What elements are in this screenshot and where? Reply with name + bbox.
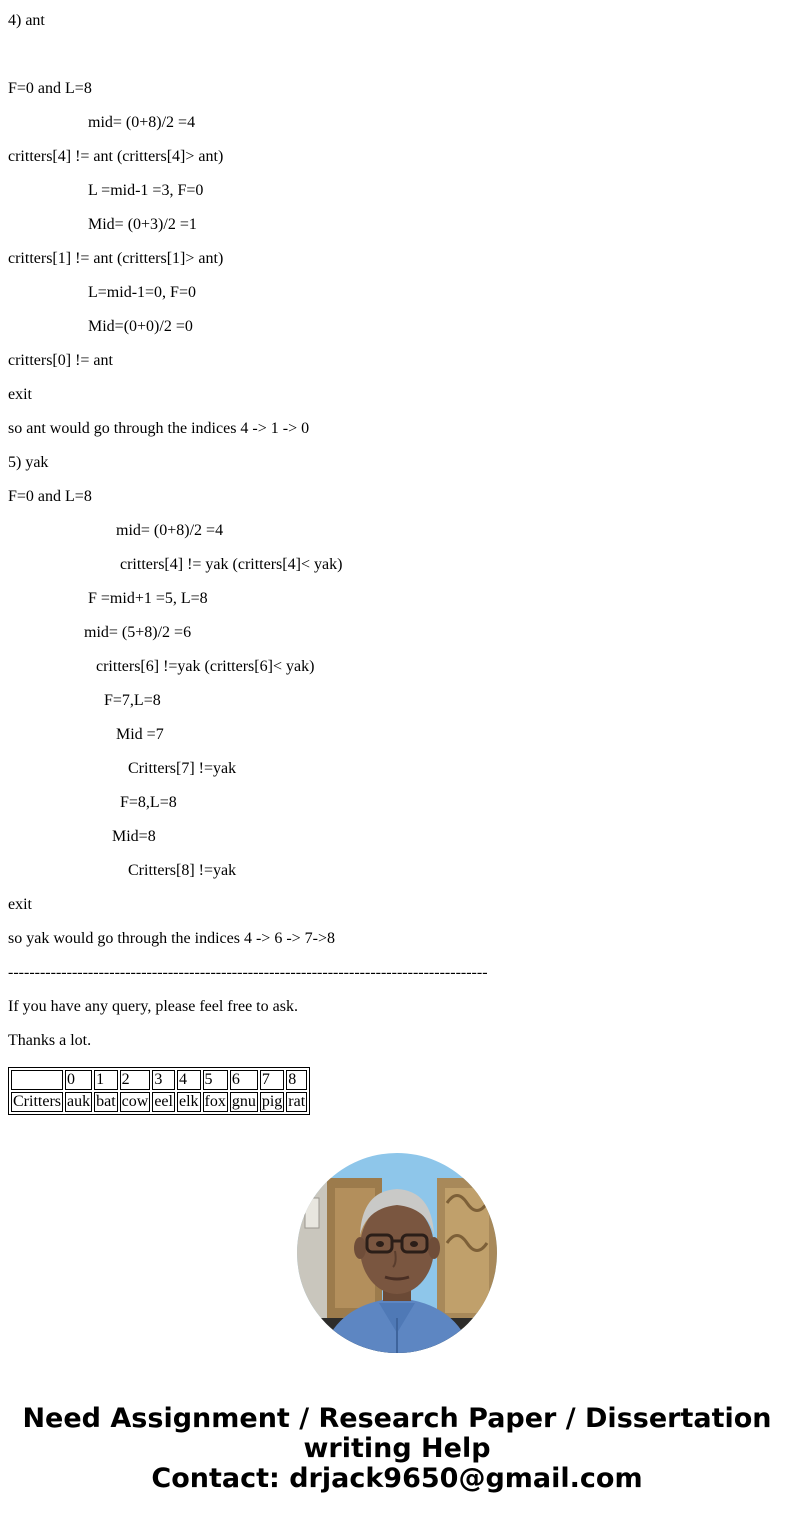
text-line: mid= (0+8)/2 =4 [116,522,224,539]
text-line: Mid=(0+0)/2 =0 [88,318,193,335]
table-cell: 6 [230,1070,258,1090]
table-cell: 3 [152,1070,175,1090]
text-line: Critters[8] !=yak [128,862,237,879]
text-line: If you have any query, please feel free to ask. [8,998,298,1015]
table-cell: rat [288,1093,306,1110]
text-line: 5) yak [8,454,49,471]
table-cell: 2 [120,1070,151,1090]
text-line: critters[6] !=yak (critters[6]< yak) [96,658,315,675]
footer-contact [0,1404,794,1494]
text-line: 4) ant [8,12,45,29]
text-line: critters[0] != ant [8,352,113,369]
table-cell: 1 [94,1070,118,1090]
footer-line: writing Help [303,1433,491,1464]
table-cell: gnu [231,1093,256,1110]
text-line: L=mid-1=0, F=0 [88,284,196,301]
text-line: Thanks a lot. [8,1032,92,1049]
table-cell: auk [67,1093,91,1110]
text-line: F =mid+1 =5, L=8 [88,590,208,607]
table-cell: eel [154,1093,173,1110]
table-cell: elk [178,1093,199,1110]
text-line: F=7,L=8 [104,692,161,709]
critters-table [8,1067,310,1115]
text-line: L =mid-1 =3, F=0 [88,182,204,199]
table-cell [11,1070,63,1090]
text-line: critters[1] != ant (critters[1]> ant) [8,250,224,267]
text-line: Critters[7] !=yak [128,760,237,777]
text-line: exit [8,386,32,403]
text-line: mid= (5+8)/2 =6 [84,624,192,641]
table-cell: bat [96,1093,116,1110]
text-line: critters[4] != ant (critters[4]> ant) [8,148,224,165]
table-row [11,1092,307,1112]
table-cell: 7 [260,1070,284,1090]
table-cell: 5 [203,1070,228,1090]
avatar [297,1153,497,1353]
text-line: F=8,L=8 [120,794,177,811]
divider-line: ------------------------------------------------------------------------------------------ [8,964,488,981]
table-header-row [11,1070,307,1090]
text-line: so yak would go through the indices 4 -> 6 -> 7->8 [8,930,336,947]
person-photo-icon [297,1153,497,1353]
contact-email: Contact: drjack9650@gmail.com [151,1463,643,1494]
text-line: critters[4] != yak (critters[4]< yak) [120,556,343,573]
text-line: so ant would go through the indices 4 -> 1 -> 0 [8,420,310,437]
text-line: Mid= (0+3)/2 =1 [88,216,197,233]
table-cell: 8 [286,1070,307,1090]
footer-line: Need Assignment / Research Paper / Dissertation [22,1403,772,1434]
text-line: F=0 and L=8 [8,488,92,505]
text-line: Mid =7 [116,726,164,743]
text-line: Mid=8 [112,828,156,845]
table-cell: 0 [65,1070,92,1090]
text-line: mid= (0+8)/2 =4 [88,114,196,131]
table-cell: Critters [13,1093,61,1110]
table-cell: cow [121,1093,149,1110]
text-line: exit [8,896,32,913]
table-cell: 4 [177,1070,201,1090]
text-line: F=0 and L=8 [8,80,92,97]
table-cell: pig [261,1093,283,1110]
table-cell: fox [204,1093,226,1110]
